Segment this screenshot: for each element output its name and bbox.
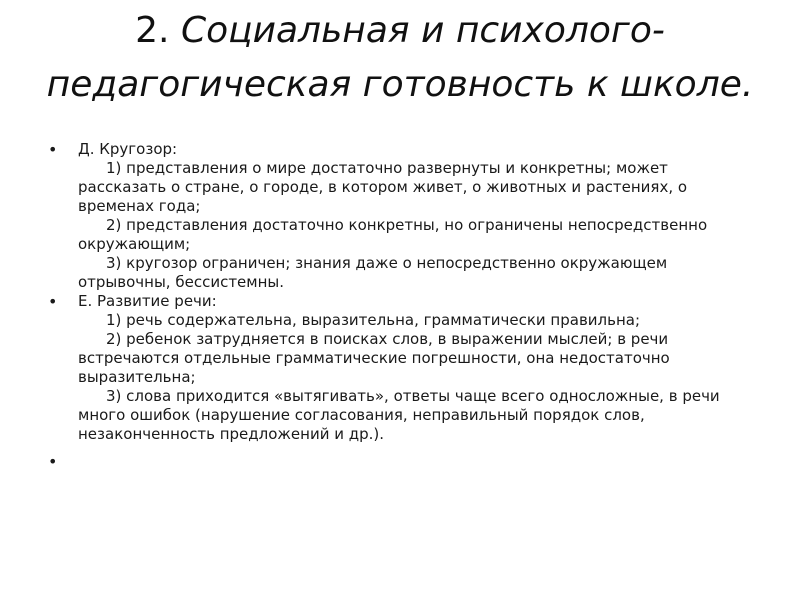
slide-title <box>40 4 760 112</box>
title-text: Социальная и психолого-педагогическая готовность к школе. <box>46 10 754 105</box>
section-heading: • Е. Развитие речи: <box>78 292 217 310</box>
list-item: 2) ребенок затрудняется в поисках слов, в выражении мыслей; в речи встречаются отдельные грамматические погрешности, она недостаточно выразительна; <box>78 330 670 386</box>
section-speech <box>48 292 760 444</box>
list-item: 2) представления достаточно конкретны, но ограничены непосредственно окружающим; <box>78 216 708 253</box>
content-list <box>48 140 760 472</box>
title-number: 2. <box>135 10 170 51</box>
list-item: 3) слова приходится «вытягивать», ответы чаще всего односложные, в речи много ошибок (нарушение согласования, неправильный порядок слов, незаконченность предложений и др.). <box>78 387 720 443</box>
section-heading: • Д. Кругозор: <box>78 140 178 158</box>
list-item: 3) кругозор ограничен; знания даже о непосредственно окружающем отрывочны, бессистемны. <box>78 254 668 291</box>
list-item: 1) речь содержательна, выразительна, грамматически правильна; <box>106 311 641 329</box>
list-item: 1) представления о мире достаточно развернуты и конкретны; может рассказать о стране, о городе, в котором живет, о животных и растениях, о временах года; <box>78 159 688 215</box>
section-outlook <box>48 140 760 292</box>
empty-bullet <box>48 452 760 472</box>
